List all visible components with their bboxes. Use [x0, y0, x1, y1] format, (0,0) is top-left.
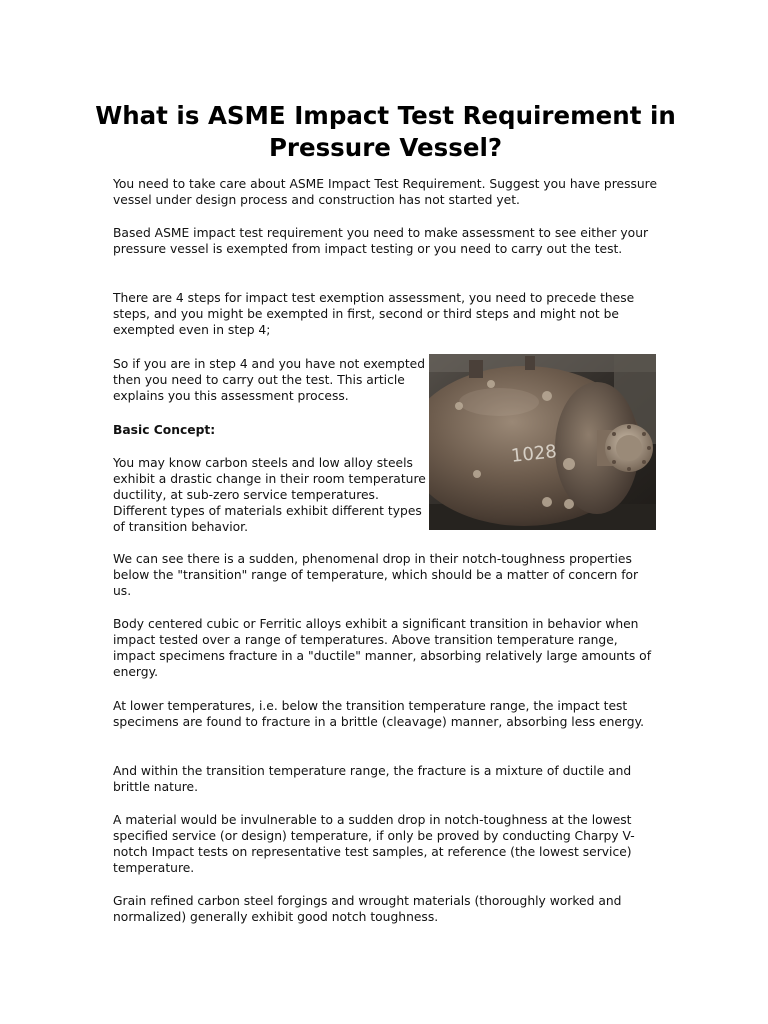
article-title: What is ASME Impact Test Requirement in Pressure Vessel? — [95, 101, 676, 162]
paragraph-9: And within the transition temperature range, the fracture is a mixture of ductile and brittle nature. — [113, 764, 632, 794]
pressure-vessel-photo — [429, 354, 656, 530]
paragraph-3: There are 4 steps for impact test exemption assessment, you need to precede these steps, and you might be exempted in first, second or third steps and might not be exempted even in step 4; — [113, 291, 635, 337]
section-heading-basic-concept: Basic Concept: — [113, 423, 216, 437]
paragraph-6: We can see there is a sudden, phenomenal drop in their notch-toughness properties below the "transition" range of temperature, which should be a matter of concern for us. — [113, 552, 639, 598]
paragraph-11: Grain refined carbon steel forgings and wrought materials (thoroughly worked and normalized) generally exhibit good notch toughness. — [113, 894, 622, 924]
paragraph-2: Based ASME impact test requirement you need to make assessment to see either your pressure vessel is exempted from impact testing or you need to carry out the test. — [113, 226, 649, 256]
paragraph-10: A material would be invulnerable to a sudden drop in notch-toughness at the lowest specified service (or design) temperature, if only be proved by conducting Charpy V-notch Impact tests on representative test samples, at reference (the lowest service) temperature. — [113, 813, 635, 875]
paragraph-4: So if you are in step 4 and you have not exempted then you need to carry out the test. This article explains you this assessment process. — [113, 357, 426, 403]
paragraph-8: At lower temperatures, i.e. below the transition temperature range, the impact test specimens are found to fracture in a brittle (cleavage) manner, absorbing less energy. — [113, 699, 645, 729]
paragraph-5: You may know carbon steels and low alloy steels exhibit a drastic change in their room temperature ductility, at sub-zero service temperatures. Different types of materials exhibit different types of transition behavior. — [113, 456, 426, 534]
vessel-marking-text: 1028 — [510, 441, 558, 467]
paragraph-1: You need to take care about ASME Impact Test Requirement. Suggest you have pressure vessel under design process and construction has not started yet. — [113, 177, 658, 207]
paragraph-7: Body centered cubic or Ferritic alloys exhibit a significant transition in behavior when impact tested over a range of temperatures. Above transition temperature range, impact specimens fracture in a "ductile" manner, absorbing relatively large amounts of energy. — [113, 617, 652, 679]
